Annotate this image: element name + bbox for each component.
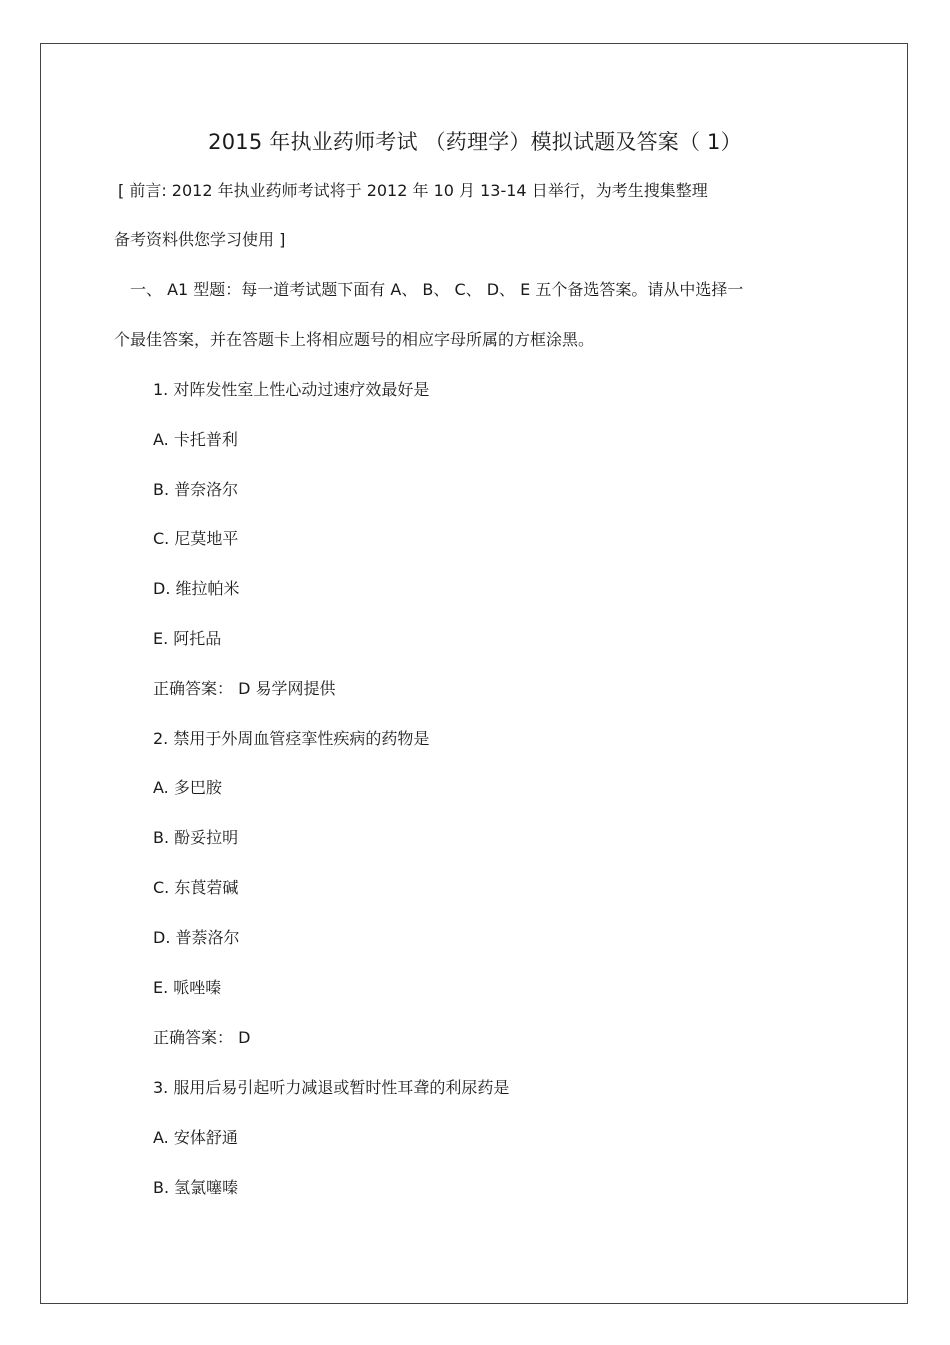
question-2-option-d: D. 普萘洛尔 bbox=[153, 928, 240, 947]
question-1-option-d: D. 维拉帕米 bbox=[153, 579, 240, 598]
question-2-answer: 正确答案： D bbox=[153, 1028, 251, 1047]
question-1-option-b: B. 普奈洛尔 bbox=[153, 480, 239, 499]
document-title: 2015 年执业药师考试 （药理学）模拟试题及答案（ 1） bbox=[208, 130, 742, 154]
question-3-option-b: B. 氢氯噻嗪 bbox=[153, 1178, 239, 1197]
question-2-option-c: C. 东莨菪碱 bbox=[153, 878, 239, 897]
question-2-option-a: A. 多巴胺 bbox=[153, 778, 222, 797]
preface-line-2: 备考资料供您学习使用 ] bbox=[114, 230, 286, 249]
preface-line-1: [ 前言: 2012 年执业药师考试将于 2012 年 10 月 13-14 日举行，为考生搜集整理 bbox=[118, 181, 708, 200]
section-instruction-line-1: 一、 A1 型题：每一道考试题下面有 A、 B、 C、 D、 E 五个备选答案。请从中选择一 bbox=[130, 280, 744, 299]
section-instruction-line-2: 个最佳答案，并在答题卡上将相应题号的相应字母所属的方框涂黑。 bbox=[114, 330, 595, 349]
question-3-stem: 3. 服用后易引起听力减退或暂时性耳聋的利尿药是 bbox=[153, 1078, 510, 1097]
question-1-option-c: C. 尼莫地平 bbox=[153, 529, 239, 548]
question-2-option-b: B. 酚妥拉明 bbox=[153, 828, 239, 847]
question-1-option-a: A. 卡托普利 bbox=[153, 430, 238, 449]
question-1-option-e: E. 阿托品 bbox=[153, 629, 222, 648]
question-1-answer: 正确答案： D 易学网提供 bbox=[153, 679, 336, 698]
question-3-option-a: A. 安体舒通 bbox=[153, 1128, 238, 1147]
question-1-stem: 1. 对阵发性室上性心动过速疗效最好是 bbox=[153, 380, 430, 399]
question-2-option-e: E. 哌唑嗪 bbox=[153, 978, 222, 997]
question-2-stem: 2. 禁用于外周血管痉挛性疾病的药物是 bbox=[153, 729, 430, 748]
